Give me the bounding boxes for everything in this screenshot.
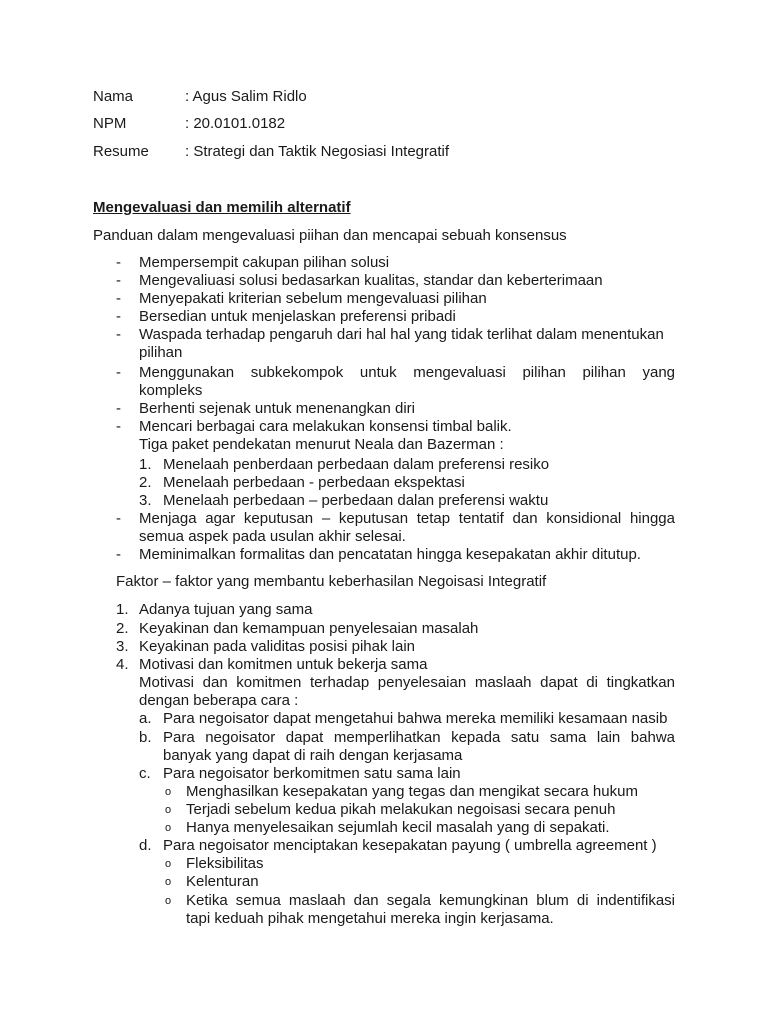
bullet-item-continuation — [0, 910, 768, 928]
list-item-continuation — [0, 436, 768, 454]
list-item-text: Mencari berbagai cara melakukan konsensi timbal balik. — [139, 418, 512, 435]
dash-marker: - — [116, 272, 121, 289]
bullet-item — [0, 783, 768, 801]
list-item — [0, 510, 768, 528]
item-letter: b. — [139, 729, 152, 746]
dash-marker: - — [116, 510, 121, 527]
name-value: : Agus Salim Ridlo — [185, 88, 307, 105]
bullet-item-text: Kelenturan — [186, 873, 259, 890]
list-item — [0, 326, 768, 344]
bullet-item-text: tapi keduah pihak mengetahui mereka ingin kerjasama. — [186, 910, 554, 927]
name-label: Nama — [93, 88, 134, 105]
lettered-item-text: Para negoisator berkomitmen satu sama lain — [163, 765, 461, 782]
dash-marker: - — [116, 254, 121, 271]
resume-label: Resume — [93, 143, 149, 160]
npm-label: NPM — [93, 115, 127, 132]
motivasi-paragraph — [0, 692, 768, 710]
lettered-item-text: Para negoisator menciptakan kesepakatan payung ( umbrella agreement ) — [163, 837, 657, 854]
numbered-item — [0, 492, 768, 510]
list-item-text: Berhenti sejenak untuk menenangkan diri — [139, 400, 416, 417]
circle-bullet-icon: o — [165, 804, 172, 816]
lettered-item-text: Para negoisator dapat mengetahui bahwa mereka memiliki kesamaan nasib — [163, 710, 668, 727]
motivasi-paragraph — [0, 674, 768, 692]
bullet-item — [0, 892, 768, 910]
item-number: 2. — [139, 474, 152, 491]
item-number: 4. — [116, 656, 129, 673]
motivasi-line: dengan beberapa cara : — [139, 692, 299, 709]
circle-bullet-icon: o — [165, 822, 172, 834]
list-item — [0, 418, 768, 436]
list-item-text: Mengevaliuasi solusi bedasarkan kualitas, standar dan keberterimaan — [139, 272, 603, 289]
numbered-item-text: Menelaah perbedaan - perbedaan ekspektasi — [163, 474, 465, 491]
list-item-text: pilihan — [139, 344, 183, 361]
bullet-item-text: Ketika semua maslaah dan segala kemungkinan blum di indentifikasi — [186, 892, 675, 909]
list-item — [0, 364, 768, 382]
list-item-text: Meminimalkan formalitas dan pencatatan hingga kesepakatan akhir ditutup. — [139, 546, 641, 563]
numbered-item-text: Motivasi dan komitmen untuk bekerja sama — [139, 656, 428, 673]
numbered-item-text: Menelaah perbedaan – perbedaan dalan preferensi waktu — [163, 492, 549, 509]
lettered-item — [0, 710, 768, 728]
list-item-text: Waspada terhadap pengaruh dari hal hal yang tidak terlihat dalam menentukan — [139, 326, 664, 343]
circle-bullet-icon: o — [165, 858, 172, 870]
list-item — [0, 272, 768, 290]
bullet-item — [0, 819, 768, 837]
numbered-item — [0, 638, 768, 656]
section-heading: Mengevaluasi dan memilih alternatif — [93, 199, 351, 216]
list-item — [0, 400, 768, 418]
list-item — [0, 308, 768, 326]
list-item-text: Menjaga agar keputusan – keputusan tetap tentatif dan konsidional hingga — [139, 510, 675, 527]
item-letter: a. — [139, 710, 152, 727]
bullet-item — [0, 855, 768, 873]
dash-marker: - — [116, 308, 121, 325]
list-item-text: Mempersempit cakupan pilihan solusi — [139, 254, 390, 271]
item-number: 3. — [116, 638, 129, 655]
circle-bullet-icon: o — [165, 786, 172, 798]
list-item-text: kompleks — [139, 382, 203, 399]
bullet-item-text: Fleksibilitas — [186, 855, 264, 872]
lettered-item-text: banyak yang dapat di raih dengan kerjasama — [163, 747, 463, 764]
dash-marker: - — [116, 546, 121, 563]
motivasi-line: Motivasi dan komitmen terhadap penyelesaian maslaah dapat di tingkatkan — [139, 674, 675, 691]
item-number: 1. — [116, 601, 129, 618]
resume-value: : Strategi dan Taktik Negosiasi Integratif — [185, 143, 450, 160]
list-item — [0, 546, 768, 564]
item-letter: c. — [139, 765, 151, 782]
numbered-item — [0, 620, 768, 638]
list-item — [0, 290, 768, 308]
bullet-item-text: Hanya menyelesaikan sejumlah kecil masalah yang di sepakati. — [186, 819, 610, 836]
item-number: 1. — [139, 456, 152, 473]
dash-marker: - — [116, 364, 121, 381]
lettered-item — [0, 837, 768, 855]
dash-marker: - — [116, 290, 121, 307]
numbered-item-text: Menelaah penberdaan perbedaan dalam preferensi resiko — [163, 456, 550, 473]
list-item-text: semua aspek pada usulan akhir selesai. — [139, 528, 406, 545]
list-item-text: Tiga paket pendekatan menurut Neala dan Bazerman : — [139, 436, 504, 453]
dash-marker: - — [116, 418, 121, 435]
lettered-item — [0, 729, 768, 747]
item-letter: d. — [139, 837, 152, 854]
circle-bullet-icon: o — [165, 895, 172, 907]
list-item-continuation — [0, 528, 768, 546]
list-item-continuation — [0, 344, 768, 362]
lettered-item-continuation — [0, 747, 768, 765]
list-item-continuation — [0, 382, 768, 400]
numbered-item — [0, 474, 768, 492]
numbered-item — [0, 656, 768, 674]
list-item — [0, 254, 768, 272]
list-item-text: Menyepakati kriterian sebelum mengevaluasi pilihan — [139, 290, 487, 307]
dash-marker: - — [116, 400, 121, 417]
dash-marker: - — [116, 326, 121, 343]
section-intro: Panduan dalam mengevaluasi piihan dan mencapai sebuah konsensus — [93, 227, 567, 244]
list-item-text: Bersedian untuk menjelaskan preferensi pribadi — [139, 308, 456, 325]
item-number: 3. — [139, 492, 152, 509]
circle-bullet-icon: o — [165, 876, 172, 888]
item-number: 2. — [116, 620, 129, 637]
bullet-item — [0, 801, 768, 819]
numbered-item — [0, 456, 768, 474]
lettered-item-text: Para negoisator dapat memperlihatkan kepada satu sama lain bahwa — [163, 729, 675, 746]
numbered-item-text: Keyakinan dan kemampuan penyelesaian masalah — [139, 620, 479, 637]
numbered-item — [0, 601, 768, 619]
bullet-item — [0, 873, 768, 891]
lettered-item — [0, 765, 768, 783]
numbered-item-text: Adanya tujuan yang sama — [139, 601, 313, 618]
faktor-intro: Faktor – faktor yang membantu keberhasilan Negoisasi Integratif — [116, 573, 547, 590]
bullet-item-text: Terjadi sebelum kedua pikah melakukan negoisasi secara penuh — [186, 801, 616, 818]
list-item-text: Menggunakan subkekompok untuk mengevaluasi pilihan pilihan yang — [139, 364, 675, 381]
npm-value: : 20.0101.0182 — [185, 115, 286, 132]
bullet-item-text: Menghasilkan kesepakatan yang tegas dan mengikat secara hukum — [186, 783, 638, 800]
numbered-item-text: Keyakinan pada validitas posisi pihak lain — [139, 638, 416, 655]
